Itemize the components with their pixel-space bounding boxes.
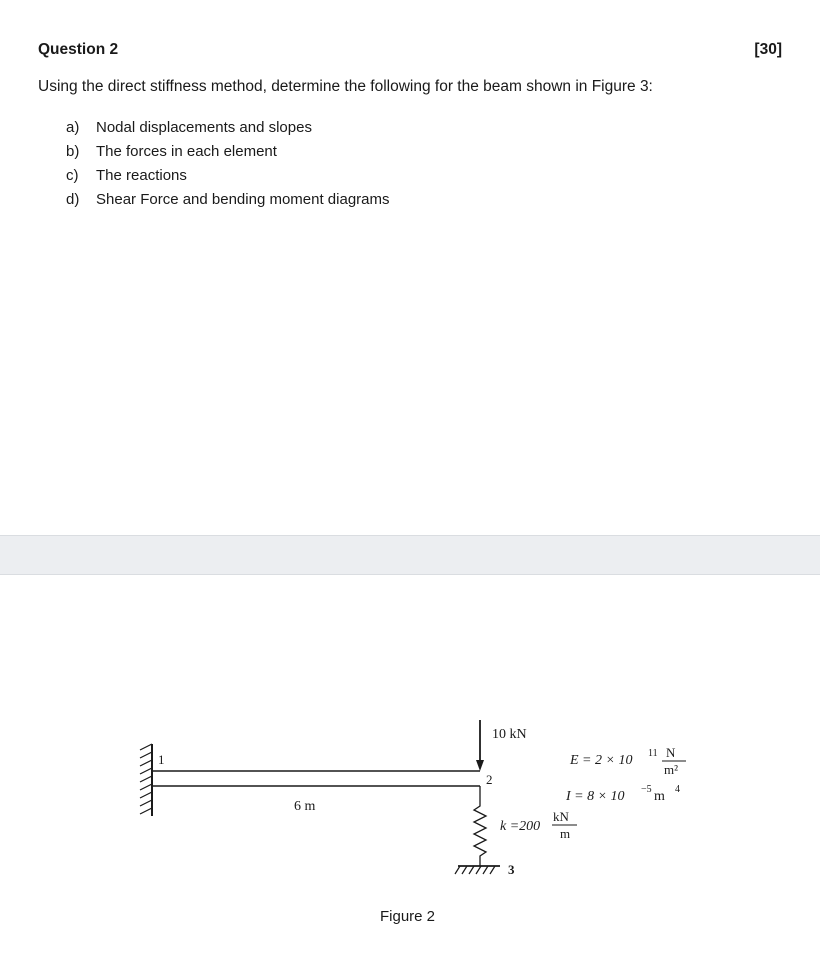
node-3-label: 3 — [508, 862, 515, 877]
elastic-modulus-unit-denominator: m² — [664, 762, 679, 777]
task-letter: b) — [66, 143, 80, 160]
ground-support — [455, 866, 500, 874]
fixed-support — [140, 744, 152, 816]
load-label: 10 kN — [492, 727, 527, 742]
spring-stiffness-label: k =200 — [500, 819, 541, 834]
task-text: The forces in each element — [96, 143, 277, 160]
task-item-b — [66, 140, 390, 164]
task-item-a — [66, 116, 390, 140]
node-1-label: 1 — [158, 752, 165, 767]
spring-unit-numerator: kN — [553, 809, 569, 824]
load-arrow — [476, 720, 484, 771]
task-text: Shear Force and bending moment diagrams — [96, 191, 390, 208]
task-letter: d) — [66, 191, 80, 208]
node-2-label: 2 — [486, 772, 493, 787]
moment-of-inertia-unit: m — [654, 789, 665, 804]
beam — [152, 771, 480, 786]
task-letter: a) — [66, 119, 80, 136]
task-letter: c) — [66, 167, 79, 184]
moment-of-inertia-label: I = 8 × 10 — [566, 789, 625, 804]
task-text: Nodal displacements and slopes — [96, 119, 312, 136]
task-text: The reactions — [96, 167, 187, 184]
elastic-modulus-label: E = 2 × 10 — [570, 753, 633, 768]
beam-diagram — [0, 700, 820, 900]
task-item-d — [66, 188, 390, 212]
moment-of-inertia-unit-exponent: 4 — [675, 784, 680, 795]
question-marks: [30] — [754, 41, 782, 58]
question-title: Question 2 — [38, 41, 119, 58]
spring-unit-denominator: m — [560, 826, 571, 841]
elastic-modulus-unit-numerator: N — [666, 745, 676, 760]
page-separator-band — [0, 535, 820, 575]
task-list — [66, 116, 390, 212]
question-intro: Using the direct stiffness method, determine the following for the beam shown in Figure 3: — [38, 78, 653, 95]
spring — [474, 786, 486, 866]
beam-figure — [0, 700, 820, 900]
task-item-c — [66, 164, 390, 188]
span-length-label: 6 m — [294, 799, 316, 814]
moment-of-inertia-exponent: −5 — [641, 784, 652, 795]
figure-caption: Figure 2 — [380, 908, 436, 925]
elastic-modulus-exponent: 11 — [648, 748, 658, 759]
